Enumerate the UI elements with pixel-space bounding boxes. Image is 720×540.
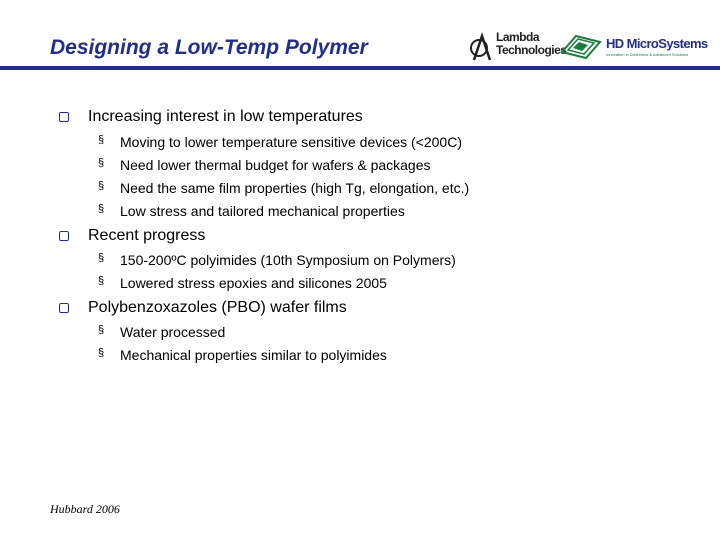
square-bullet-icon (59, 231, 69, 241)
small-square-bullet-icon: § (98, 203, 105, 215)
hd-logo-tagline: Innovation in Dielectrics & Advanced Solutions (606, 52, 689, 57)
hd-microsystems-logo (558, 30, 718, 64)
hd-logo-mark-icon (558, 30, 604, 64)
small-square-bullet-icon: § (98, 134, 105, 146)
square-bullet-icon (59, 112, 69, 122)
small-square-bullet-icon: § (98, 324, 105, 336)
small-square-bullet-icon: § (98, 347, 105, 359)
square-bullet-icon (59, 303, 69, 313)
small-square-bullet-icon: § (98, 275, 105, 287)
hd-logo-name: HD MicroSystems (606, 36, 708, 51)
title-rule (0, 66, 720, 70)
lambda-logo-icon (470, 30, 496, 64)
lambda-logo (470, 30, 567, 64)
footer-author: Hubbard 2006 (50, 502, 120, 516)
lambda-logo-line2: Technologies (496, 43, 567, 57)
lambda-logo-line1: Lambda (496, 30, 540, 44)
small-square-bullet-icon: § (98, 180, 105, 192)
slide-title: Designing a Low-Temp Polymer (50, 36, 368, 59)
small-square-bullet-icon: § (98, 252, 105, 264)
small-square-bullet-icon: § (98, 157, 105, 169)
